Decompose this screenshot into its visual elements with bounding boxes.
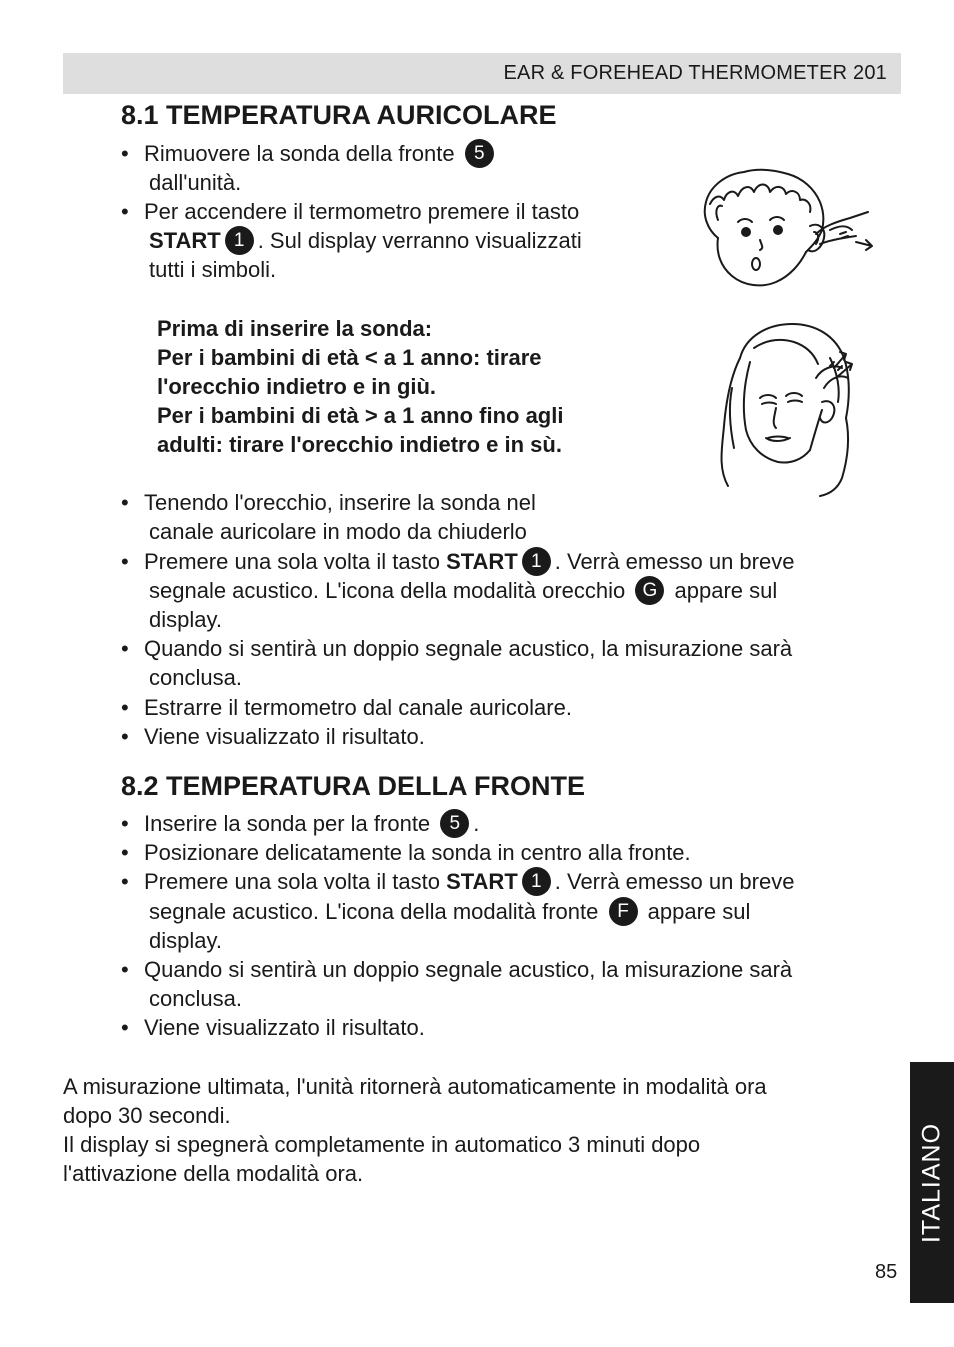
header-bar [63, 53, 901, 94]
child-ear-illustration [690, 160, 875, 295]
start-1-icon: 1 [225, 226, 254, 255]
probe-5-icon: 5 [440, 809, 469, 838]
list-item: • Per accendere il termometro premere il tasto [121, 199, 580, 224]
list-item-continuation: display. [149, 607, 222, 632]
list-item-continuation: conclusa. [149, 665, 242, 690]
list-item: • Posizionare delicatamente la sonda in centro alla fronte. [121, 840, 691, 865]
list-item: • Viene visualizzato il risultato. [121, 724, 425, 749]
list-item: • Viene visualizzato il risultato. [121, 1015, 425, 1040]
language-label: ITALIANO [917, 1122, 946, 1243]
note-line: Prima di inserire la sonda: [157, 316, 433, 341]
list-item-continuation: segnale acustico. L'icona della modalità fronte F appare sul [149, 897, 750, 928]
list-item-continuation: display. [149, 928, 222, 953]
document-title: EAR & FOREHEAD THERMOMETER 201 [503, 62, 887, 84]
note-line: Per i bambini di età < a 1 anno: tirare [157, 345, 542, 370]
start-1-icon: 1 [522, 867, 551, 896]
note-line: l'orecchio indietro e in giù. [157, 374, 437, 399]
paragraph-line: dopo 30 secondi. [63, 1103, 231, 1128]
start-1-icon: 1 [522, 547, 551, 576]
list-item: • Inserire la sonda per la fronte 5 . [121, 809, 479, 840]
language-tab [910, 1062, 954, 1303]
list-item: • Quando si sentirà un doppio segnale acustico, la misurazione sarà [121, 957, 793, 982]
list-item-continuation: START 1 . Sul display verranno visualizzati [149, 226, 582, 257]
list-item-continuation: segnale acustico. L'icona della modalità orecchio G appare sul [149, 576, 777, 607]
paragraph-line: l'attivazione della modalità ora. [63, 1161, 364, 1186]
list-item: • Premere una sola volta il tasto START 1 . Verrà emesso un breve [121, 867, 794, 898]
probe-5-icon: 5 [465, 139, 494, 168]
forehead-mode-icon: F [609, 897, 638, 926]
list-item-continuation: canale auricolare in modo da chiuderlo [149, 519, 527, 544]
section-title-forehead: 8.2 TEMPERATURA DELLA FRONTE [121, 771, 586, 801]
list-item-continuation: conclusa. [149, 986, 242, 1011]
page-number: 85 [875, 1261, 898, 1283]
ear-mode-icon: G [635, 576, 664, 605]
adult-ear-illustration [710, 318, 860, 498]
section-title-ear: 8.1 TEMPERATURA AURICOLARE [121, 100, 557, 130]
list-item-continuation: dall'unità. [149, 170, 242, 195]
list-item-continuation: tutti i simboli. [149, 257, 277, 282]
note-line: Per i bambini di età > a 1 anno fino agli [157, 403, 564, 428]
paragraph-line: Il display si spegnerà completamente in automatico 3 minuti dopo [63, 1132, 701, 1157]
paragraph-line: A misurazione ultimata, l'unità ritornerà automaticamente in modalità ora [63, 1074, 767, 1099]
note-line: adulti: tirare l'orecchio indietro e in sù. [157, 432, 562, 457]
list-item: • Rimuovere la sonda della fronte 5 [121, 139, 498, 170]
list-item: • Premere una sola volta il tasto START 1 . Verrà emesso un breve [121, 547, 794, 578]
list-item: • Quando si sentirà un doppio segnale acustico, la misurazione sarà [121, 636, 793, 661]
list-item: • Tenendo l'orecchio, inserire la sonda nel [121, 490, 536, 515]
list-item: • Estrarre il termometro dal canale auricolare. [121, 695, 572, 720]
